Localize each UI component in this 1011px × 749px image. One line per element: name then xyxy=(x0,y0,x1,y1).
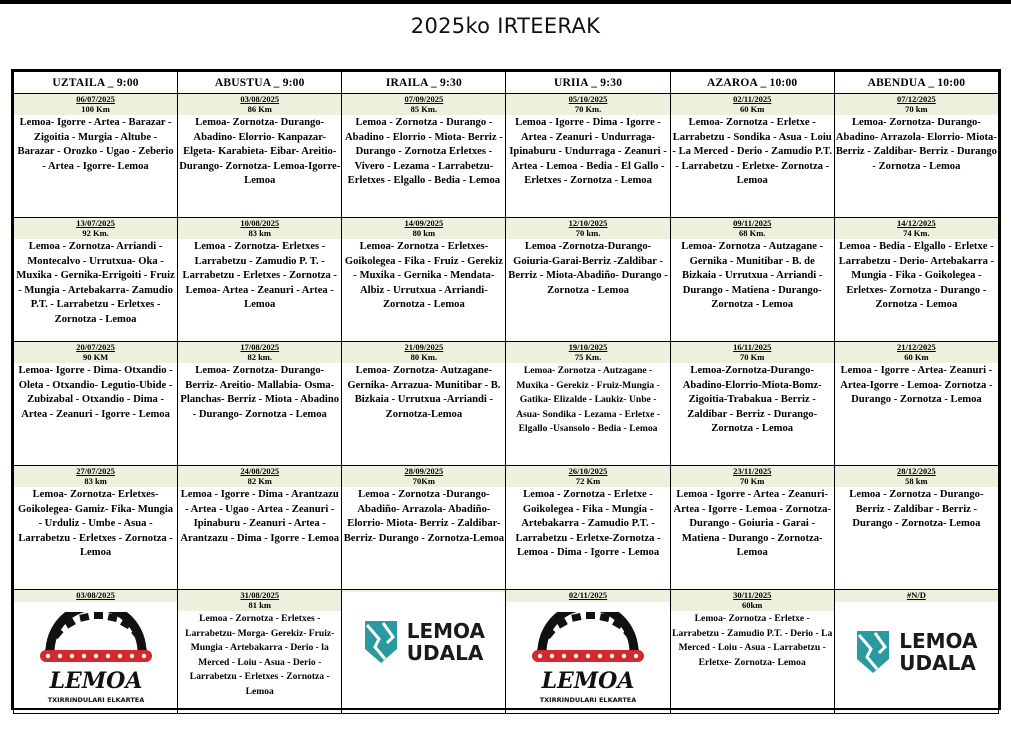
route-cell xyxy=(14,590,178,714)
route-cell xyxy=(342,342,506,466)
route-cell xyxy=(14,94,178,218)
route-text: Lemoa - Zornotza- Erletxes - Larrabetzu - Zamudio P. T. - Larrabetzu - Erletxes - Zornotza - Lemoa- Artea - Zeanuri - Artea - Lemoa xyxy=(182,241,337,311)
route-cell xyxy=(178,590,342,714)
route-date: 31/08/2025 xyxy=(240,590,280,600)
route-date: 12/10/2025 xyxy=(568,218,608,228)
route-cell xyxy=(506,466,670,590)
date-header xyxy=(835,466,998,487)
club-logo xyxy=(36,612,156,706)
route-text: Lemoa- Zornotza - Autzagane - Gernika - Munitibar - B. de Bizkaia - Urrutxua - Arriandi - Durango - Matiena - Durango- Zornotza - Lemoa xyxy=(681,241,824,311)
udala-shield-icon xyxy=(363,619,399,665)
month-header: AZAROA _ 10:00 xyxy=(670,72,834,94)
route-date: 14/12/2025 xyxy=(897,218,936,228)
route-distance: 60km xyxy=(742,599,763,610)
udala-line1: LEMOA xyxy=(406,619,486,643)
route-text: Lemoa - Igorre - Artea - Zeanuri- Artea - Igorre - Lemoa - Zornotza- Durango - Goiuria - Garai - Matiena - Durango - Zornotza- Lemoa xyxy=(673,489,831,559)
route-date: 06/07/2025 xyxy=(76,94,115,104)
route-date: 20/07/2025 xyxy=(76,342,115,352)
route-text: Lemoa - Igorre - Dima - Igorre - Artea - Zeanuri - Undurraga- Ipinaburu - Undurraga - Zeanuri - Artea - Lemoa - Bedia - El Gallo -Erletxes - Zornotza - Lemoa xyxy=(509,117,667,187)
udala-shield-icon xyxy=(855,629,891,675)
route-text: Lemoa- Zornotza- Durango- Abadino- Arrazola- Elorrio- Miota- Berriz - Zaldibar- Berriz - Durango - Zornotza - Lemoa xyxy=(835,117,997,172)
svg-text:TXIRRINDULARI ELKARTEA: TXIRRINDULARI ELKARTEA xyxy=(47,695,144,704)
route-distance: 75 Km. xyxy=(574,351,602,362)
month-header: ABENDUA _ 10:00 xyxy=(834,72,998,94)
month-header-row xyxy=(14,72,999,94)
route-cell xyxy=(670,466,834,590)
route-date: 07/09/2025 xyxy=(404,94,444,104)
route-cell xyxy=(14,342,178,466)
date-header xyxy=(342,342,505,363)
route-text: Lemoa- Igorre - Artea - Barazar - Zigoitia - Murgia - Altube - Barazar - Orozko - Ugao - Zeberio - Artea - Igorre- Lemoa xyxy=(17,117,174,172)
route-cell xyxy=(506,218,670,342)
route-date: 13/07/2025 xyxy=(76,218,115,228)
udala-line2: UDALA xyxy=(406,641,484,665)
route-text: Lemoa -Zornotza-Durango- Goiuria-Garai-Berriz -Zaldibar - Berriz - Miota-Abadiño- Durango - Zornotza - Lemoa xyxy=(508,241,668,296)
route-cell xyxy=(670,342,834,466)
date-header xyxy=(671,218,834,239)
route-cell xyxy=(834,218,998,342)
date-header xyxy=(671,590,834,611)
date-header xyxy=(671,94,834,115)
route-date: 02/11/2025 xyxy=(568,590,608,600)
route-date: 09/11/2025 xyxy=(733,218,772,228)
route-date: 27/07/2025 xyxy=(76,466,115,476)
route-cell xyxy=(506,590,670,714)
route-date: 05/10/2025 xyxy=(568,94,608,104)
route-text: Lemoa - Zornotza - Durango - Abadino - Elorrio - Miota- Berriz - Durango - Zornotza Erletxes - Vivero - Lezama - Larrabetzu- Erletxes - Elgallo - Bedia - Lemoa xyxy=(345,117,503,187)
gear-icon xyxy=(537,612,640,654)
route-cell xyxy=(178,342,342,466)
route-cell xyxy=(670,94,834,218)
route-cell xyxy=(670,218,834,342)
route-date: 03/08/2025 xyxy=(76,590,115,600)
date-header xyxy=(178,466,341,487)
route-text: Lemoa - Igorre - Artea- Zeanuri - Artea-Igorre - Lemoa- Zornotza - Durango - Zornotza - Lemoa xyxy=(840,365,993,406)
date-header xyxy=(671,466,834,487)
route-date: 21/09/2025 xyxy=(404,342,444,352)
route-distance: 83 km xyxy=(84,475,107,486)
route-date: 21/12/2025 xyxy=(897,342,936,352)
route-text: Lemoa - Zornotza - Erletxe - Goikolegea - Fika - Mungia - Artebakarra - Zamudio P.T. - Larrabetzu - Erletxe-Zornotza - Lemoa - Dima - Igorre - Lemoa xyxy=(515,489,661,559)
route-distance: 82 km. xyxy=(247,351,273,362)
route-text: Lemoa- Zornotza- Erletxes- Goikolegea- Gamiz- Fika- Mungia - Urduliz - Umbe - Asua - Larrabetzu - Erletxes - Zornotza - Lemoa xyxy=(18,489,174,559)
route-text: Lemoa- Igorre - Dima- Otxandio - Oleta - Otxandio- Legutio-Ubide - Zubizabal - Otxandio - Dima - Artea - Zeanuri - Igorre - Lemoa xyxy=(18,365,173,420)
date-header xyxy=(342,94,505,115)
route-date: 24/08/2025 xyxy=(240,466,280,476)
date-header xyxy=(506,218,669,239)
route-date: 28/09/2025 xyxy=(404,466,444,476)
route-date: 26/10/2025 xyxy=(568,466,608,476)
month-header: ABUSTUA _ 9:00 xyxy=(178,72,342,94)
route-date: 10/08/2025 xyxy=(240,218,280,228)
route-distance: 70 Km. xyxy=(574,103,602,114)
route-text: Lemoa- Zornotza- Durango- Berriz- Areitio- Mallabia- Osma- Planchas- Berriz - Miota - Abadino - Durango- Zornotza - Lemoa xyxy=(180,365,340,420)
route-date: 02/11/2025 xyxy=(733,94,772,104)
route-distance: 58 km xyxy=(905,475,928,486)
date-header xyxy=(835,218,998,239)
udala-line1: LEMOA xyxy=(899,628,978,653)
route-cell xyxy=(342,590,506,714)
route-text: Lemoa - Zornotza - Durango- Berriz - Zaldibar - Berriz - Durango - Zornotza- Lemoa xyxy=(849,489,984,530)
route-cell xyxy=(834,94,998,218)
route-date: 19/10/2025 xyxy=(568,342,608,352)
route-cell xyxy=(506,94,670,218)
route-distance: 72 Km xyxy=(575,475,601,486)
route-date: 07/12/2025 xyxy=(897,94,936,104)
route-text: Lemoa- Zornotza - Erletxe - Larrabetzu - Zamudio P.T. - Derio - La Merced - Loiu - Asua - Larrabetzu - Erletxe- Zornotza- Lemoa xyxy=(672,613,833,668)
route-distance: 70Km xyxy=(412,475,435,486)
route-row xyxy=(14,218,999,342)
route-text: Lemoa- Zornotza - Autzagane - Muxika - Gerekiz - Fruiz-Mungia - Gatika- Elizalde - Laukiz- Unbe - Asua- Sondika - Lezama - Erletxe - Elgallo -Usansolo - Bedia - Lemoa xyxy=(516,365,660,435)
route-distance: 83 km xyxy=(248,227,271,238)
route-text: Lemoa- Zornotza- Durango- Abadino- Elorrio- Kanpazar- Elgeta- Karabieta- Eibar- Areitio- Durango- Zornotza- Lemoa-Igorre- Lemoa xyxy=(179,117,341,187)
route-row xyxy=(14,94,999,218)
route-date: #N/D xyxy=(906,590,926,600)
route-distance: 70 Km xyxy=(740,475,765,486)
route-distance: 90 KM xyxy=(82,351,109,362)
route-cell xyxy=(670,590,834,714)
date-header xyxy=(14,590,177,602)
date-header xyxy=(342,218,505,239)
route-date: 17/08/2025 xyxy=(240,342,280,352)
route-text: Lemoa- Zornotza- Autzagane- Gernika- Arrazua- Munitibar - B. Bizkaia - Urrutxua -Arriandi -Zornotza-Lemoa xyxy=(347,365,501,420)
route-date: 14/09/2025 xyxy=(404,218,444,228)
date-header xyxy=(14,218,177,239)
route-cell xyxy=(178,466,342,590)
date-header xyxy=(671,342,834,363)
route-cell xyxy=(14,466,178,590)
route-date: 30/11/2025 xyxy=(733,590,772,600)
route-date: 16/11/2025 xyxy=(733,342,772,352)
route-distance: 70 km xyxy=(905,103,928,114)
top-border xyxy=(0,0,1011,4)
route-distance: 70 Km xyxy=(740,351,765,362)
route-cell xyxy=(834,466,998,590)
date-header xyxy=(506,590,669,602)
route-cell xyxy=(834,590,998,714)
route-distance: 70 km. xyxy=(575,227,601,238)
route-text: Lemoa - Zornotza - Erletxes - Larrabetzu- Morga- Gerekiz- Fruiz- Mungia - Artebakarra - Derio - la Merced - Loiu - Asua - Derio -Larrabetzu - Erletxes - Zornotza - Lemoa xyxy=(185,613,335,697)
date-header xyxy=(178,590,341,611)
date-header xyxy=(14,342,177,363)
month-header: IRAILA _ 9:30 xyxy=(342,72,506,94)
route-text: Lemoa - Zornotza -Durango- Abadiño- Arrazola- Abadiño- Elorrio- Miota- Berriz - Zaldibar- Berriz- Durango - Zornotza-Lemoa xyxy=(343,489,505,544)
route-distance: 80 Km. xyxy=(410,351,438,362)
month-header: URIIA _ 9:30 xyxy=(506,72,670,94)
route-text: Lemoa- Zornotza - Erletxes- Goikolegea - Fika - Fruiz - Gerekiz - Muxika - Gernika - Mendata- Albiz - Urrutxua - Arriandi- Zornotza - Lemoa xyxy=(344,241,503,311)
route-distance: 60 Km xyxy=(904,351,929,362)
club-logo xyxy=(528,612,648,706)
date-header xyxy=(178,342,341,363)
route-date: 28/12/2025 xyxy=(897,466,936,476)
route-cell xyxy=(178,94,342,218)
route-distance: 80 km xyxy=(412,227,436,238)
chain-icon xyxy=(532,650,644,662)
svg-text:LEMOA: LEMOA xyxy=(541,667,635,694)
route-date: 03/08/2025 xyxy=(240,94,280,104)
date-header xyxy=(506,466,669,487)
route-text: Lemoa - Bedia - Elgallo - Erletxe - Larrabetzu - Derio- Artebakarra - Mungia - Fika - Goikolegea - Erletxes- Zornotza - Durango - Zornotza - Lemoa xyxy=(838,241,995,311)
route-row xyxy=(14,466,999,590)
route-cell xyxy=(14,218,178,342)
svg-text:LEMOA: LEMOA xyxy=(49,667,142,694)
udala-line2: UDALA xyxy=(899,650,976,675)
route-cell xyxy=(506,342,670,466)
route-distance: 74 Km. xyxy=(903,227,930,238)
route-cell xyxy=(342,94,506,218)
svg-text:TXIRRINDULARI ELKARTEA: TXIRRINDULARI ELKARTEA xyxy=(539,695,637,704)
page-title: 2025ko IRTEERAK xyxy=(410,14,601,38)
route-distance: 86 Km xyxy=(247,103,272,114)
route-text: Lemoa- Zornotza - Erletxe - Larrabetzu - Sondika - Asua - Loiu - La Merced - Derio - Zamudio P.T. - Larrabetzu - Erletxe- Zornotza - Lemoa xyxy=(672,117,832,187)
route-distance: 60 Km xyxy=(740,103,765,114)
udala-logo xyxy=(835,602,998,702)
date-header xyxy=(178,218,341,239)
date-header xyxy=(835,94,998,115)
route-distance: 92 Km. xyxy=(82,227,109,238)
route-distance: 68 Km. xyxy=(738,227,766,238)
date-header xyxy=(506,342,669,363)
route-distance: 85 Km. xyxy=(410,103,438,114)
route-row xyxy=(14,342,999,466)
date-header xyxy=(835,590,998,602)
route-cell xyxy=(342,218,506,342)
route-date: 23/11/2025 xyxy=(733,466,772,476)
route-distance: 81 km xyxy=(248,599,271,610)
date-header xyxy=(14,94,177,115)
route-distance: 82 Km xyxy=(247,475,272,486)
udala-logo xyxy=(342,592,505,692)
route-cell xyxy=(834,342,998,466)
route-distance: 100 Km xyxy=(81,103,110,114)
month-header: UZTAILA _ 9:00 xyxy=(14,72,178,94)
route-text: Lemoa-Zornotza-Durango- Abadino-Elorrio-Miota-Bomz- Zigoitia-Trabakua - Berriz - Zaldibar - Berriz - Durango- Zornotza - Lemoa xyxy=(682,365,822,435)
date-header xyxy=(178,94,341,115)
route-text: Lemoa - Igorre - Dima - Arantzazu - Artea - Ugao - Artea - Zeanuri - Ipinaburu - Zeanuri - Artea - Arantzazu - Dima - Igorre - Lemoa xyxy=(180,489,340,544)
date-header xyxy=(506,94,669,115)
route-cell xyxy=(342,466,506,590)
schedule-table xyxy=(13,71,999,714)
date-header xyxy=(14,466,177,487)
date-header xyxy=(342,466,505,487)
date-header xyxy=(835,342,998,363)
route-text: Lemoa - Zornotza- Arriandi - Montecalvo - Urrutxua- Oka - Muxika - Gernika-Errigoiti - Fruiz - Mungia - Artebakarra- Zamudio P.T. - Larrabetzu - Erletxes - Zornotza - Lemoa xyxy=(16,241,175,325)
route-cell xyxy=(178,218,342,342)
gear-icon xyxy=(44,612,147,654)
route-row xyxy=(14,590,999,714)
chain-icon xyxy=(40,650,152,662)
